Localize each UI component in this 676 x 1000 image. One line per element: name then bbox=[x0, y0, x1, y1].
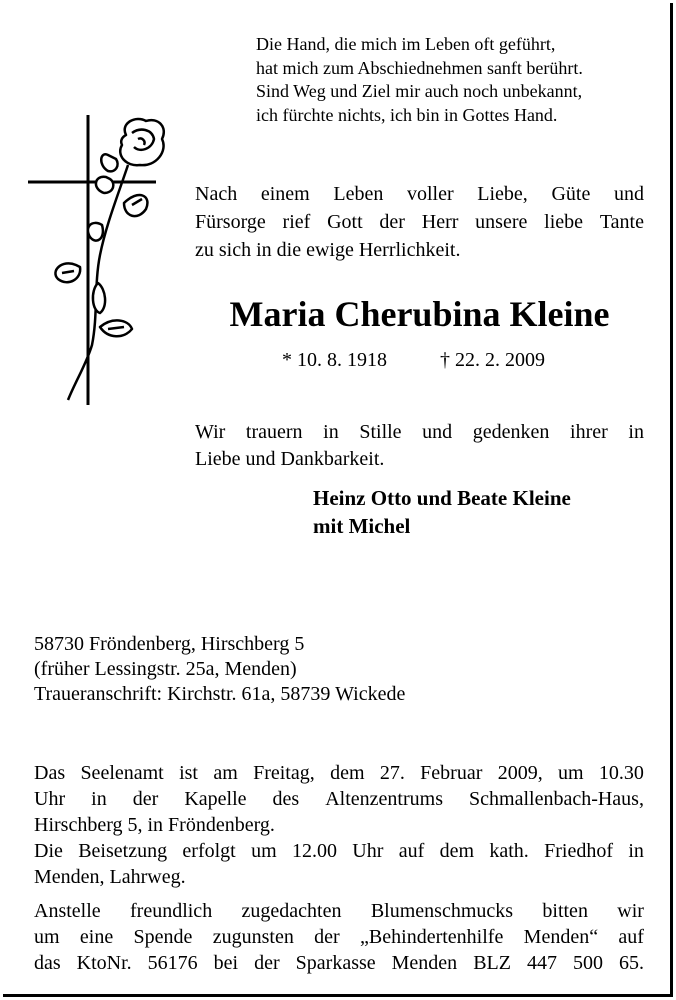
address-line: (früher Lessingstr. 25a, Menden) bbox=[34, 658, 297, 680]
donation-line bbox=[34, 924, 644, 950]
word: Wir bbox=[195, 421, 226, 443]
word: trauern bbox=[245, 421, 303, 443]
word: Nach bbox=[195, 183, 238, 205]
intro-line bbox=[195, 208, 644, 236]
birth-date: * 10. 8. 1918 bbox=[282, 349, 387, 371]
word: Stille bbox=[359, 421, 402, 443]
word: erfolgt bbox=[182, 840, 236, 862]
word: liebe bbox=[544, 211, 584, 233]
word: um bbox=[558, 762, 584, 784]
intro-line bbox=[195, 180, 644, 208]
word: bei bbox=[213, 952, 239, 974]
service-text bbox=[34, 760, 644, 890]
word: gedenken bbox=[472, 421, 550, 443]
word: einem bbox=[260, 183, 310, 205]
service-line bbox=[34, 786, 644, 812]
word: Spende bbox=[133, 926, 193, 948]
donation-line bbox=[34, 950, 644, 976]
word: das bbox=[34, 952, 61, 974]
word: Beisetzung bbox=[78, 840, 168, 862]
deceased-name: Maria Cherubina Kleine bbox=[229, 294, 610, 334]
word: freundlich bbox=[130, 900, 213, 922]
word: voller bbox=[406, 183, 454, 205]
word: 56176 bbox=[147, 952, 198, 974]
word: Fürsorge bbox=[195, 211, 266, 233]
word: unsere bbox=[475, 211, 528, 233]
service-line bbox=[34, 760, 644, 786]
word: dem bbox=[330, 762, 365, 784]
cross-with-rose-icon bbox=[28, 115, 188, 410]
word: der bbox=[379, 211, 405, 233]
word: ihrer bbox=[570, 421, 608, 443]
word: in bbox=[628, 421, 644, 443]
word: ist bbox=[179, 762, 198, 784]
word: in bbox=[91, 788, 107, 810]
poem-line: ich fürchte nichts, ich bin in Gottes Hand. bbox=[256, 104, 558, 125]
word: Menden bbox=[391, 952, 458, 974]
word: 27. bbox=[379, 762, 405, 784]
poem-line: Sind Weg und Ziel mir auch noch unbekannt, bbox=[256, 81, 583, 101]
poem-line: Die Hand, die mich im Leben oft geführt, bbox=[256, 34, 556, 54]
word: Uhr bbox=[352, 840, 384, 862]
intro-line: zu sich in die ewige Herrlichkeit. bbox=[195, 239, 461, 261]
word: um bbox=[251, 840, 277, 862]
word: Schmallenbach-Haus, bbox=[469, 788, 644, 810]
word: Die bbox=[34, 840, 63, 862]
word: Liebe, bbox=[477, 183, 528, 205]
death-date: † 22. 2. 2009 bbox=[440, 349, 545, 371]
word: dem bbox=[439, 840, 475, 862]
word: der bbox=[314, 926, 340, 948]
word: auf bbox=[618, 926, 644, 948]
word: wir bbox=[617, 900, 644, 922]
word: Uhr bbox=[34, 788, 66, 810]
poem bbox=[256, 33, 583, 127]
word: Kapelle bbox=[184, 788, 247, 810]
poem-line: hat mich zum Abschiednehmen sanft berührt. bbox=[256, 57, 583, 78]
family-line: mit Michel bbox=[313, 514, 411, 538]
mourning-line bbox=[195, 419, 644, 446]
word: am bbox=[213, 762, 238, 784]
word: des bbox=[272, 788, 300, 810]
word: Seelenamt bbox=[80, 762, 164, 784]
word: 10.30 bbox=[598, 762, 644, 784]
mourning-line: Liebe und Dankbarkeit. bbox=[195, 448, 385, 470]
word: Anstelle bbox=[34, 900, 101, 922]
family-line: Heinz Otto und Beate Kleine bbox=[313, 486, 571, 510]
word: KtoNr. bbox=[76, 952, 132, 974]
word: um bbox=[34, 926, 60, 948]
word: in bbox=[323, 421, 339, 443]
address-line: 58730 Fröndenberg, Hirschberg 5 bbox=[34, 633, 305, 655]
mourning-text bbox=[195, 419, 644, 473]
word: Leben bbox=[333, 183, 384, 205]
service-line: Menden, Lahrweg. bbox=[34, 866, 186, 888]
family-signature bbox=[313, 484, 571, 540]
word: und bbox=[613, 183, 644, 205]
word: Blumenschmucks bbox=[370, 900, 514, 922]
word: bitten bbox=[542, 900, 588, 922]
word: in bbox=[628, 840, 644, 862]
word: 500 bbox=[572, 952, 603, 974]
word: Herr bbox=[421, 211, 459, 233]
word: Altenzentrums bbox=[325, 788, 443, 810]
donation-line bbox=[34, 898, 644, 924]
word: zugunsten bbox=[212, 926, 294, 948]
word: eine bbox=[79, 926, 114, 948]
word: kath. bbox=[489, 840, 529, 862]
service-line bbox=[34, 838, 644, 864]
word: Menden“ bbox=[523, 926, 599, 948]
word: Gott bbox=[327, 211, 363, 233]
word: 12.00 bbox=[291, 840, 337, 862]
word: 447 bbox=[526, 952, 557, 974]
word: Sparkasse bbox=[295, 952, 376, 974]
word: „Behindertenhilfe bbox=[360, 926, 504, 948]
address-line: Traueranschrift: Kirchstr. 61a, 58739 Wickede bbox=[34, 683, 406, 705]
word: rief bbox=[282, 211, 311, 233]
donation-text bbox=[34, 898, 644, 976]
intro-text bbox=[195, 180, 644, 264]
word: BLZ bbox=[473, 952, 511, 974]
word: auf bbox=[398, 840, 425, 862]
word: Freitag, bbox=[253, 762, 315, 784]
service-line: Hirschberg 5, in Fröndenberg. bbox=[34, 814, 275, 836]
word: der bbox=[254, 952, 280, 974]
address-block bbox=[34, 632, 405, 707]
word: 2009, bbox=[497, 762, 543, 784]
word: der bbox=[132, 788, 159, 810]
word: 65. bbox=[618, 952, 644, 974]
word: zugedachten bbox=[241, 900, 342, 922]
word: Güte bbox=[551, 183, 591, 205]
word: Friedhof bbox=[544, 840, 614, 862]
word: und bbox=[422, 421, 453, 443]
word: Tante bbox=[599, 211, 644, 233]
word: Das bbox=[34, 762, 66, 784]
word: Februar bbox=[420, 762, 483, 784]
